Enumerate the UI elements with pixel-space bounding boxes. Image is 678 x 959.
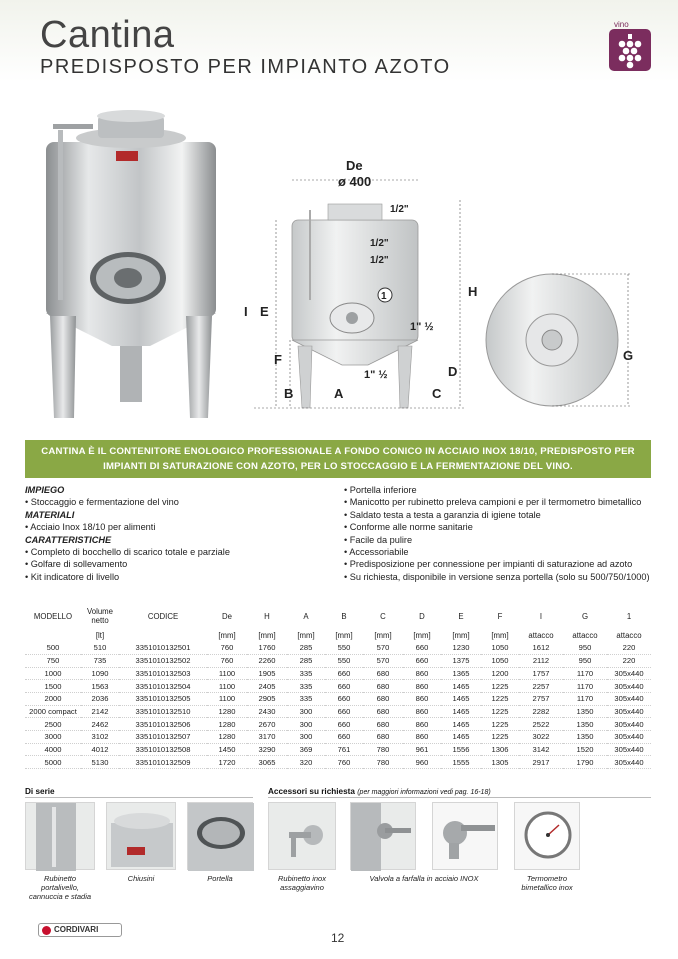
feature-item: • Kit indicatore di livello xyxy=(25,571,120,582)
table-cell: 305x440 xyxy=(607,705,651,718)
table-cell: C xyxy=(380,611,386,621)
table-cell: 1465 xyxy=(441,692,481,705)
feature-item: • Facile da pulire xyxy=(344,534,413,545)
dim-E: E xyxy=(260,304,269,319)
table-cell: 680 xyxy=(363,692,403,705)
table-cell: 285 xyxy=(287,654,325,667)
termometro-image xyxy=(514,802,580,870)
table-cell: [mm] xyxy=(413,630,431,640)
table-cell: 680 xyxy=(363,731,403,744)
table-cell: 1520 xyxy=(563,743,607,756)
table-cell: 3065 xyxy=(247,756,287,769)
feature-heading: MATERIALI xyxy=(25,509,75,520)
table-cell: 335 xyxy=(287,692,325,705)
caption-termometro xyxy=(508,874,586,892)
table-cell: 680 xyxy=(363,705,403,718)
table-cell: 3000 xyxy=(25,731,81,744)
table-cell: 1563 xyxy=(81,680,119,693)
table-cell: 3102 xyxy=(81,731,119,744)
table-cell: 3170 xyxy=(247,731,287,744)
table-cell: 1100 xyxy=(207,667,247,680)
table-cell: 300 xyxy=(287,731,325,744)
table-cell: 1225 xyxy=(481,718,519,731)
table-cell: 1500 xyxy=(25,680,81,693)
table-row xyxy=(25,692,651,705)
table-cell: 2917 xyxy=(519,756,563,769)
richiesta-title xyxy=(268,787,491,796)
table-cell: 961 xyxy=(403,743,441,756)
caption-line: assaggiavino xyxy=(280,883,324,892)
table-cell: 5130 xyxy=(81,756,119,769)
table-cell: 660 xyxy=(325,731,363,744)
table-cell: 220 xyxy=(607,654,651,667)
technical-diagram xyxy=(240,150,640,420)
table-cell: Volume netto xyxy=(86,607,113,625)
table-cell: [mm] xyxy=(452,630,470,640)
tank-photo xyxy=(40,108,230,428)
table-cell: 2257 xyxy=(519,680,563,693)
table-cell: 3290 xyxy=(247,743,287,756)
table-cell: 1760 xyxy=(247,642,287,655)
table-cell: [mm] xyxy=(491,630,509,640)
table-cell: 335 xyxy=(287,680,325,693)
table-cell: 1200 xyxy=(481,667,519,680)
table-cell xyxy=(25,629,81,642)
caption-portella: Portella xyxy=(207,874,233,883)
feature-item: • Golfare di sollevamento xyxy=(25,559,128,570)
caption-line: bimetallico inox xyxy=(521,883,573,892)
table-row xyxy=(25,743,651,756)
table-cell: D xyxy=(419,611,425,621)
table-cell: 220 xyxy=(607,642,651,655)
table-cell: E xyxy=(458,611,464,621)
table-cell: 4000 xyxy=(25,743,81,756)
dim-inch-2: 1" ½ xyxy=(364,369,388,381)
table-cell: [mm] xyxy=(335,630,353,640)
table-cell: 1050 xyxy=(481,654,519,667)
dim-I: I xyxy=(244,304,248,319)
table-cell: [mm] xyxy=(258,630,276,640)
table-cell: 570 xyxy=(363,642,403,655)
valvola-dettaglio-image xyxy=(432,802,498,870)
feature-item: • Manicotto per rubinetto preleva campioni e per il termometro bimetallico xyxy=(344,497,642,508)
spec-table xyxy=(25,603,651,769)
table-cell: 1365 xyxy=(441,667,481,680)
table-cell: [mm] xyxy=(374,630,392,640)
table-cell: 1905 xyxy=(247,667,287,680)
caption-line: Termometro xyxy=(526,874,568,883)
table-cell: 780 xyxy=(363,743,403,756)
table-cell: 960 xyxy=(403,756,441,769)
table-cell: 570 xyxy=(363,654,403,667)
table-cell: 510 xyxy=(81,642,119,655)
caption-chiusini: Chiusini xyxy=(127,874,155,883)
table-cell: 660 xyxy=(325,692,363,705)
caption-rubinetto-assaggiavino xyxy=(262,874,342,892)
table-cell: 1465 xyxy=(441,718,481,731)
table-row xyxy=(25,642,651,655)
table-cell: 1757 xyxy=(519,667,563,680)
table-cell: 1225 xyxy=(481,731,519,744)
table-cell: 1465 xyxy=(441,680,481,693)
table-cell: 305x440 xyxy=(607,731,651,744)
dim-G: G xyxy=(623,348,634,363)
table-cell: 285 xyxy=(287,642,325,655)
table-cell: 2112 xyxy=(519,654,563,667)
table-cell: 1555 xyxy=(441,756,481,769)
table-row xyxy=(25,705,651,718)
table-cell: 1100 xyxy=(207,692,247,705)
table-cell: 3351010132501 xyxy=(119,642,207,655)
dim-circle-1: 1 xyxy=(381,291,387,302)
table-cell: 1350 xyxy=(563,731,607,744)
table-cell: 3142 xyxy=(519,743,563,756)
table-cell: CODICE xyxy=(147,611,179,621)
table-cell: 1170 xyxy=(563,680,607,693)
table-cell: 3351010132502 xyxy=(119,654,207,667)
table-cell: 305x440 xyxy=(607,667,651,680)
table-cell: 305x440 xyxy=(607,680,651,693)
table-cell: MODELLO xyxy=(33,611,73,621)
table-cell: 2670 xyxy=(247,718,287,731)
dim-half-3: 1/2" xyxy=(370,255,389,266)
table-cell: 1000 xyxy=(25,667,81,680)
table-cell: 3351010132503 xyxy=(119,667,207,680)
table-cell: 369 xyxy=(287,743,325,756)
table-cell: 660 xyxy=(403,642,441,655)
table-cell: 680 xyxy=(363,667,403,680)
table-row xyxy=(25,731,651,744)
table-cell: 660 xyxy=(325,705,363,718)
table-cell: 2500 xyxy=(25,718,81,731)
feature-item: • Completo di bocchello di scarico totale e parziale xyxy=(25,547,230,558)
table-cell: 660 xyxy=(325,718,363,731)
caption-line: portalivello, xyxy=(41,883,79,892)
table-cell: 1225 xyxy=(481,692,519,705)
table-cell: 2405 xyxy=(247,680,287,693)
table-cell: 760 xyxy=(207,642,247,655)
dim-H: H xyxy=(468,284,478,299)
feature-item: • Stoccaggio e fermentazione del vino xyxy=(25,497,179,508)
table-cell: 780 xyxy=(363,756,403,769)
table-cell: 305x440 xyxy=(607,756,651,769)
table-cell: 680 xyxy=(363,680,403,693)
table-row xyxy=(25,654,651,667)
table-cell: 760 xyxy=(207,654,247,667)
table-cell: 500 xyxy=(25,642,81,655)
table-cell: 2260 xyxy=(247,654,287,667)
table-cell: 3351010132504 xyxy=(119,680,207,693)
table-cell: 860 xyxy=(403,692,441,705)
table-cell: 1280 xyxy=(207,705,247,718)
caption-line: Rubinetto inox xyxy=(278,874,326,883)
table-cell: A xyxy=(303,611,309,621)
table-cell: attacco xyxy=(572,630,598,640)
richiesta-title-text: Accessori su richiesta xyxy=(268,787,355,796)
table-cell: 5000 xyxy=(25,756,81,769)
table-cell: 2430 xyxy=(247,705,287,718)
category-label: vino xyxy=(614,20,629,29)
feature-item: • Predisposizione per connessione per impianti di saturazione ad azoto xyxy=(344,559,633,570)
table-cell: 1720 xyxy=(207,756,247,769)
features-right xyxy=(344,484,664,583)
dim-De: De xyxy=(346,158,363,173)
feature-heading: CARATTERISTICHE xyxy=(25,534,112,545)
table-row xyxy=(25,680,651,693)
dim-F: F xyxy=(274,352,282,367)
feature-item: • Acciaio Inox 18/10 per alimenti xyxy=(25,522,156,533)
dim-A: A xyxy=(334,386,344,401)
table-cell: 1465 xyxy=(441,705,481,718)
table-cell: 1090 xyxy=(81,667,119,680)
table-row xyxy=(25,667,651,680)
table-cell: 750 xyxy=(25,654,81,667)
table-cell: attacco xyxy=(616,630,642,640)
table-cell: B xyxy=(341,611,347,621)
dim-d400: ø 400 xyxy=(338,174,372,189)
feature-item: • Accessoriabile xyxy=(344,547,409,558)
dim-D: D xyxy=(448,364,458,379)
rubinetto-livello-image xyxy=(25,802,95,870)
table-cell: F xyxy=(497,611,503,621)
table-cell: 860 xyxy=(403,731,441,744)
rubinetto-assaggiavino-image xyxy=(268,802,336,870)
table-header-row xyxy=(25,603,651,629)
page-number: 12 xyxy=(331,931,345,945)
table-cell: 1170 xyxy=(563,692,607,705)
table-cell: 550 xyxy=(325,642,363,655)
table-cell: 860 xyxy=(403,680,441,693)
table-cell: G xyxy=(581,611,589,621)
table-cell: 1350 xyxy=(563,705,607,718)
feature-item: • Conforme alle norme sanitarie xyxy=(344,522,473,533)
table-cell: 2142 xyxy=(81,705,119,718)
table-cell: 680 xyxy=(363,718,403,731)
table-cell: 2000 compact xyxy=(25,705,81,718)
feature-item: • Saldato testa a testa a garanzia di igiene totale xyxy=(344,509,541,520)
dim-inch-1: 1" ½ xyxy=(410,321,434,333)
cordivari-logo xyxy=(38,923,122,937)
serie-title: Di serie xyxy=(25,787,55,796)
table-cell: 761 xyxy=(325,743,363,756)
dim-half-2: 1/2" xyxy=(370,238,389,249)
table-cell: 760 xyxy=(325,756,363,769)
table-cell: I xyxy=(539,611,543,621)
table-cell: 2757 xyxy=(519,692,563,705)
table-cell: 1225 xyxy=(481,705,519,718)
page-subtitle: PREDISPOSTO PER IMPIANTO AZOTO xyxy=(40,56,451,78)
table-cell: 2905 xyxy=(247,692,287,705)
caption-valvola: Valvola a farfalla in acciaio INOX xyxy=(369,874,479,883)
table-cell: 1465 xyxy=(441,731,481,744)
feature-heading: IMPIEGO xyxy=(25,485,65,495)
table-cell: attacco xyxy=(528,630,554,640)
table-cell: 3351010132506 xyxy=(119,718,207,731)
logo-text: CORDIVARI xyxy=(54,925,99,934)
caption-line: cannuccia e stadia xyxy=(28,892,92,901)
table-cell: 2000 xyxy=(25,692,81,705)
dim-B: B xyxy=(284,386,294,401)
table-cell: 335 xyxy=(287,667,325,680)
dim-C: C xyxy=(432,386,442,401)
table-cell: 1225 xyxy=(481,680,519,693)
table-cell: 3351010132510 xyxy=(119,705,207,718)
table-row xyxy=(25,718,651,731)
table-cell: 550 xyxy=(325,654,363,667)
table-cell: 2282 xyxy=(519,705,563,718)
table-cell: 1280 xyxy=(207,718,247,731)
table-cell: 735 xyxy=(81,654,119,667)
table-cell: H xyxy=(264,611,270,621)
table-cell: 305x440 xyxy=(607,743,651,756)
table-cell: 1280 xyxy=(207,731,247,744)
dim-half-1: 1/2" xyxy=(390,204,409,215)
table-cell: 3351010132509 xyxy=(119,756,207,769)
table-cell: 860 xyxy=(403,705,441,718)
caption-line: Rubinetto xyxy=(43,874,77,883)
features-left xyxy=(25,484,335,583)
table-cell: 1305 xyxy=(481,756,519,769)
table-row xyxy=(25,756,651,769)
table-cell: 950 xyxy=(563,654,607,667)
table-cell: 2522 xyxy=(519,718,563,731)
table-cell: 1230 xyxy=(441,642,481,655)
page-title: Cantina xyxy=(40,14,175,56)
feature-item: • Su richiesta, disponibile in versione senza portella (solo su 500/750/1000) xyxy=(344,571,650,582)
wine-grape-icon xyxy=(609,29,651,71)
feature-item: • Portella inferiore xyxy=(344,485,417,495)
description-banner xyxy=(25,440,651,478)
chiusini-image xyxy=(106,802,176,870)
table-cell: 320 xyxy=(287,756,325,769)
table-cell: 1375 xyxy=(441,654,481,667)
table-cell: 860 xyxy=(403,718,441,731)
table-cell: 3351010132505 xyxy=(119,692,207,705)
table-cell: 3351010132507 xyxy=(119,731,207,744)
richiesta-note: (per maggiori informazioni vedi pag. 16-18) xyxy=(357,789,491,796)
table-cell: 3351010132508 xyxy=(119,743,207,756)
richiesta-divider xyxy=(268,797,651,798)
table-cell: 300 xyxy=(287,718,325,731)
table-cell: De xyxy=(222,611,232,621)
table-cell: [lt] xyxy=(95,630,105,640)
table-cell: 1 xyxy=(626,611,632,621)
banner-line-1: CANTINA È IL CONTENITORE ENOLOGICO PROFESSIONALE A FONDO CONICO IN ACCIAIO INOX 18/10, PREDISPOSTO PER xyxy=(41,446,635,457)
serie-divider xyxy=(25,797,253,798)
table-cell: 1350 xyxy=(563,718,607,731)
table-cell: 1100 xyxy=(207,680,247,693)
table-cell: 2462 xyxy=(81,718,119,731)
table-cell: 660 xyxy=(403,654,441,667)
table-cell: 300 xyxy=(287,705,325,718)
table-unit-row xyxy=(25,629,651,642)
table-cell: 860 xyxy=(403,667,441,680)
caption-rubinetto-livello xyxy=(20,874,100,901)
table-cell: 950 xyxy=(563,642,607,655)
table-cell: 1050 xyxy=(481,642,519,655)
table-cell: 1306 xyxy=(481,743,519,756)
table-cell: [mm] xyxy=(297,630,315,640)
table-cell: 660 xyxy=(325,680,363,693)
table-cell: 1790 xyxy=(563,756,607,769)
table-cell: 3022 xyxy=(519,731,563,744)
table-cell: 4012 xyxy=(81,743,119,756)
table-cell: 1450 xyxy=(207,743,247,756)
table-cell: 1170 xyxy=(563,667,607,680)
table-cell: 1612 xyxy=(519,642,563,655)
table-cell: 2036 xyxy=(81,692,119,705)
portella-image xyxy=(187,802,253,870)
table-cell: 305x440 xyxy=(607,692,651,705)
logo-mark-icon xyxy=(42,926,51,935)
table-cell: 1556 xyxy=(441,743,481,756)
table-cell: [mm] xyxy=(218,630,236,640)
valvola-image xyxy=(350,802,416,870)
table-cell: 305x440 xyxy=(607,718,651,731)
table-cell: 660 xyxy=(325,667,363,680)
banner-line-2: IMPIANTI DI SATURAZIONE CON AZOTO, PER LO STOCCAGGIO E LA FERMENTAZIONE DEL VINO. xyxy=(103,461,573,472)
table-cell xyxy=(119,629,207,642)
